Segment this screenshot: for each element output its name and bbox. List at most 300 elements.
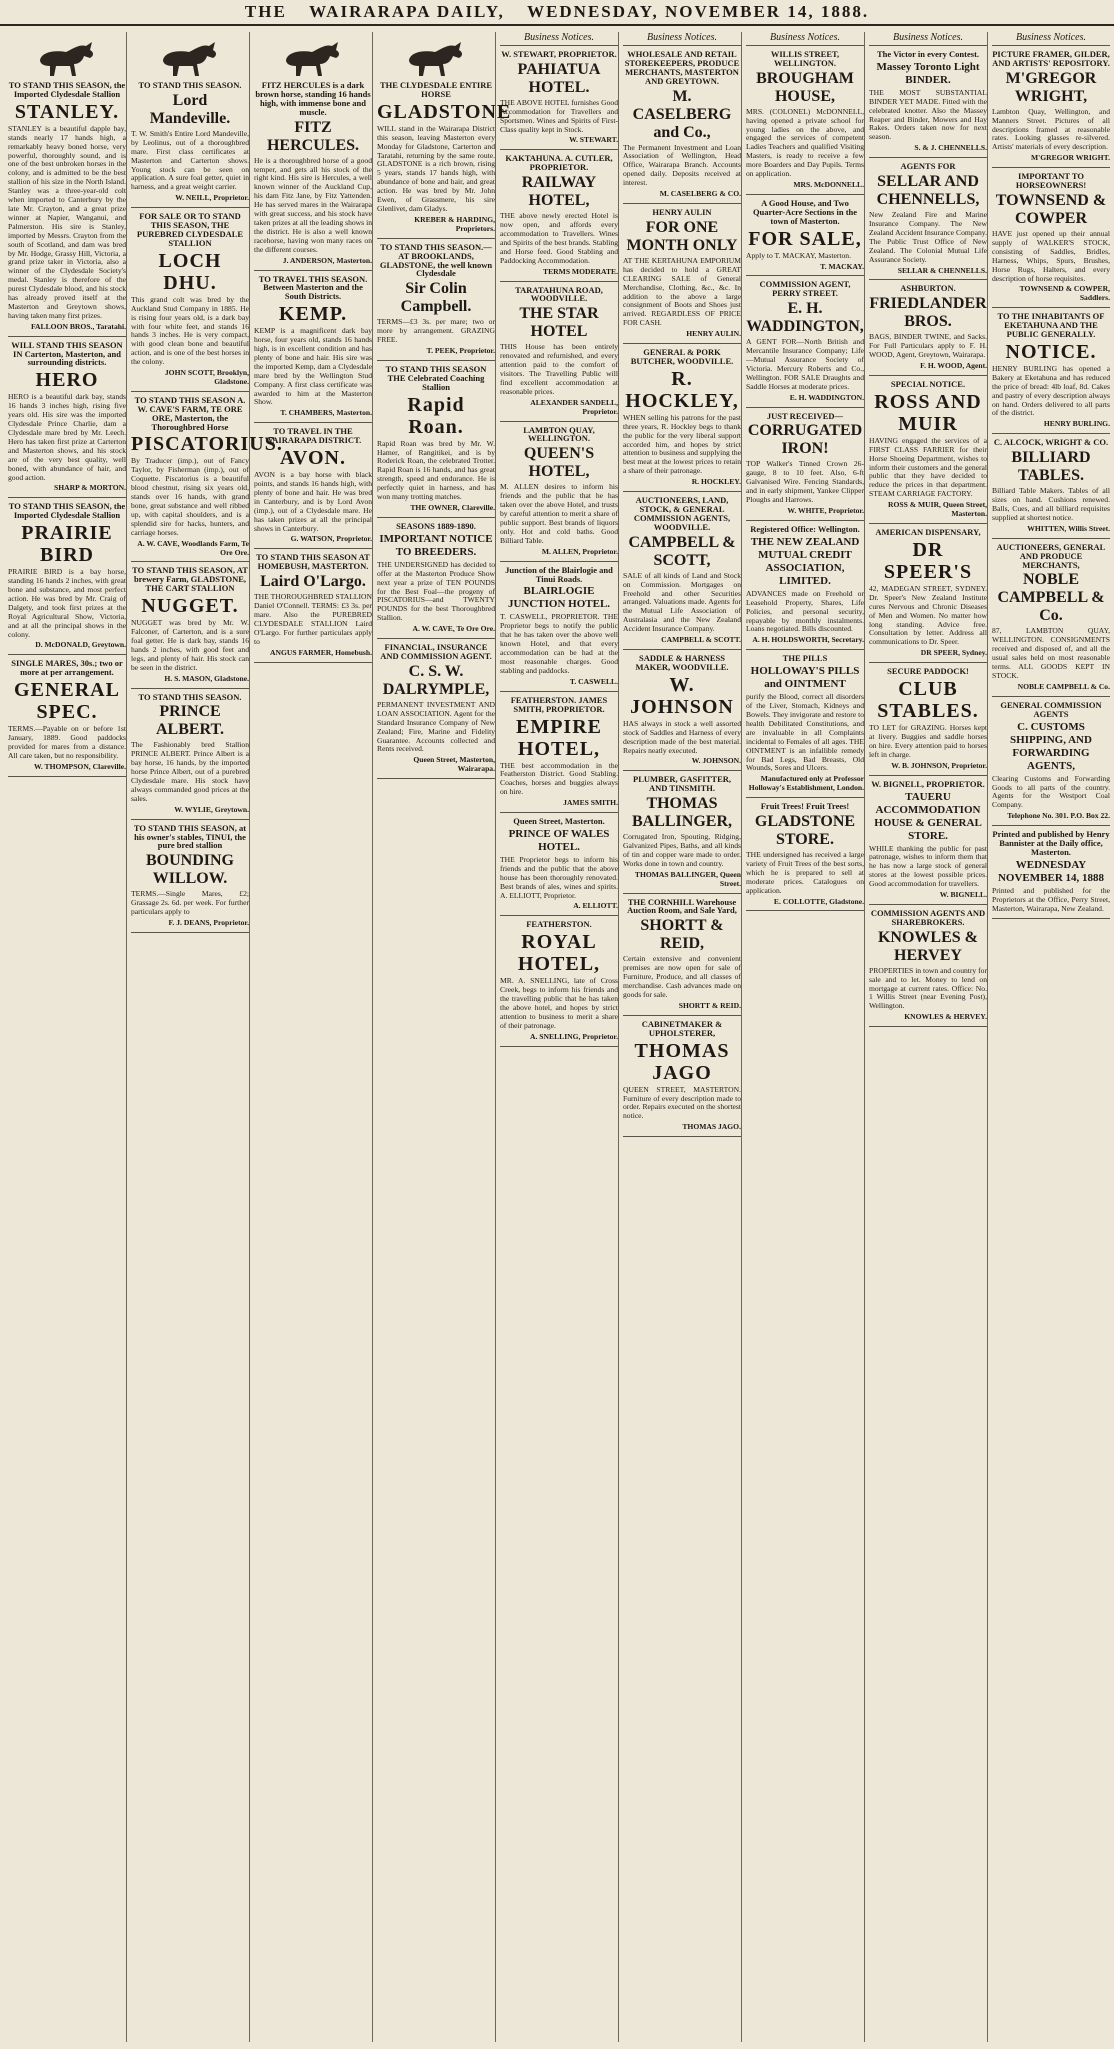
advertisement xyxy=(8,337,126,499)
ad-lead: AGENTS FOR xyxy=(900,161,956,172)
ad-signature: JAMES SMITH. xyxy=(563,798,618,808)
ad-lead: A Good House, and Two Quarter-Acre Sections in the town of Masterton. xyxy=(752,197,858,226)
ad-body: THE THOROUGHBRED STALLION Daniel O'Connell. TERMS: £3 3s. per mare. Also the PUREBRED CLYDESDALE STALLION Laird O'Largo. For further particulars apply to xyxy=(254,592,372,646)
ad-title: QUEEN'S HOTEL, xyxy=(523,445,595,481)
advertisement xyxy=(131,208,249,392)
ad-title: FOR SALE, xyxy=(748,227,862,250)
ad-body: This grand colt was bred by the Auckland Stud Company in 1885. He is rising four years old, is a dark bay with four white feet, and stands 16 hands 3 inches. He is very compact, with good clean bone and beautiful action, and is one of the best horses in the colony. xyxy=(131,294,249,367)
ad-title: ROYAL HOTEL, xyxy=(517,931,601,976)
advertisement xyxy=(746,195,864,277)
ad-title: CORRUGATED IRON! xyxy=(747,422,863,458)
advertisement xyxy=(992,434,1110,538)
advertisement xyxy=(746,408,864,521)
ad-signature: M'GREGOR WRIGHT. xyxy=(1030,153,1110,163)
ad-signature: W. WHITE, Proprietor. xyxy=(787,506,864,515)
ad-title: BILLIARD TABLES. xyxy=(1011,449,1091,485)
ad-body: Corrugated Iron, Spouting, Ridging, Galvanized Pipes, Baths, and all kinds of tin and copper ware made to order. Works done in town and country. xyxy=(623,832,741,868)
advertisement xyxy=(377,518,495,639)
ad-body: HENRY BURLING has opened a Bakery at Eketahuna and has reduced the price of bread: 4lb loaf, 8d. Cakes and pastry of every description always on hand. Orders delivered to all parts of the district. xyxy=(992,363,1110,418)
ad-title: PISCATORIUS. xyxy=(131,433,283,456)
ad-lead: CABINETMAKER & UPHOLSTERER, xyxy=(641,1018,723,1038)
advertisement xyxy=(869,376,987,524)
ad-title: PRINCE ALBERT. xyxy=(155,703,225,739)
advertisement xyxy=(869,46,987,158)
ad-lead: TO STAND THIS SEASON. xyxy=(138,691,242,702)
ad-lead: LAMBTON QUAY, WELLINGTON. xyxy=(523,424,595,444)
ad-body: T. CASWELL, PROPRIETOR. THE Proprietor begs to notify the public that he has taken over the above well known Hotel, and that every accommodation can be had at the most reasonable charges. Good stabling and paddocks. xyxy=(500,612,618,675)
ad-lead: TO STAND THIS SEASON, AT brewery Farm, GLADSTONE, THE CART STALLION xyxy=(132,565,248,594)
column-6 xyxy=(621,32,743,2042)
ad-lead: THE CORNHILL Warehouse Auction Room, and Sale Yard, xyxy=(627,896,737,916)
advertisement xyxy=(623,650,741,771)
ad-signature: Telephone No. 301. P.O. Box 22. xyxy=(1007,811,1110,821)
ad-body: THE undersigned has received a large variety of Fruit Trees of the best sorts, which he is prepared to sell at moderate prices. Catalogues on application. xyxy=(746,850,864,895)
ad-lead: W. STEWART, PROPRIETOR. xyxy=(501,48,617,59)
ad-title: PAHIATUA HOTEL. xyxy=(517,60,601,96)
ad-title: NUGGET. xyxy=(141,595,239,618)
ad-signature: T. PEEK, Proprietor. xyxy=(426,346,495,356)
horse-illustration-icon xyxy=(155,38,225,78)
ad-signature: MRS. McDONNELL. xyxy=(793,179,864,189)
ad-title: CAMPBELL & SCOTT, xyxy=(628,533,736,569)
column-rule xyxy=(864,32,865,2042)
ad-lead: Printed and published by Henry Bannister at the Daily office, Masterton. xyxy=(992,829,1110,857)
ad-lead: THE CLYDESDALE ENTIRE HORSE xyxy=(379,80,493,99)
advertisement xyxy=(500,813,618,916)
ad-signature: FALLOON BROS., Taratahi. xyxy=(30,321,126,331)
advertisement xyxy=(623,894,741,1016)
ad-signature: W. NEILL, Proprietor. xyxy=(175,193,249,203)
ad-body: 87, LAMBTON QUAY, WELLINGTON. CONSIGNMENTS received and disposed of, and all the usual sales held on most reasonable terms. ALL GOODS KEPT IN STOCK. xyxy=(992,626,1110,680)
ad-lead: FEATHERSTON. JAMES SMITH, PROPRIETOR. xyxy=(510,694,608,714)
ad-lead: FITZ HERCULES is a dark brown horse, standing 16 hands high, with immense bone and muscle. xyxy=(255,80,371,117)
advertisement xyxy=(623,344,741,492)
ad-signature: TERMS MODERATE. xyxy=(543,266,618,276)
advertisement xyxy=(746,46,864,195)
ad-title: THOMAS BALLINGER, xyxy=(631,795,733,831)
ad-body: KEMP is a magnificent dark bay horse, four years old, stands 16 hands high, is in excellent condition and has plenty of bone and hair. His sire was the imported Kemp, dam a Clydesdale mare bred by the Wellington Stud Company. A first class certificate was awarded to him at the Masterton Show. xyxy=(254,326,372,407)
ad-body: AVON is a bay horse with black points, and stands 16 hands high, with plenty of bone and hair. He was bred in Canterbury, and is by Lord Avon (imp.), out of a Clydesdale mare. He has taken prizes at all the principal shows in Canterbury. xyxy=(254,470,372,533)
ad-signature: E. COLLOTTE, Gladstone. xyxy=(773,896,864,906)
ad-signature: ANGUS FARMER, Homebush. xyxy=(270,647,372,657)
advertisement xyxy=(131,562,249,688)
ad-lead: TO STAND THIS SEASON, at his owner's stables, TINUI, the pure bred stallion xyxy=(133,822,247,851)
column-2 xyxy=(129,32,283,2042)
ad-title: PRAIRIE BIRD xyxy=(21,522,113,567)
ad-body: Apply to T. MACKAY, Masterton. xyxy=(746,250,851,260)
ad-signature: A. SNELLING, Proprietor. xyxy=(530,1031,618,1041)
ad-body: PRAIRIE BIRD is a bay horse, standing 16 hands 2 inches, with great bone and substance, and most perfect action. He was bred by Mr. Craig of Dalgety, and took first prizes at the Royal Agricultural Show, Victoria, and at all the principal shows in the colony. xyxy=(8,567,126,639)
ad-signature: SELLAR & CHENNELLS. xyxy=(897,265,987,275)
ad-body: THIS House has been entirely renovated and refurnished, and every attention paid to the comfort of visitors. The Travelling Public will find excellent accommodation at reasonable prices. xyxy=(500,342,618,396)
advertisement xyxy=(131,689,249,820)
ad-title: Massey Toronto Light BINDER. xyxy=(876,60,980,86)
advertisement xyxy=(377,32,512,239)
ad-body: THE UNDERSIGNED has decided to offer at the Masterton Produce Show next year a prize of TEN POUNDS for the Best Foal—the progeny of PISCATORIUS—and TWENTY POUNDS for the best Thoroughbred Stallion. xyxy=(377,559,495,623)
advertisement xyxy=(746,276,864,407)
advertisement xyxy=(131,32,249,208)
ad-title: HOLLOWAY'S PILLS and OINTMENT xyxy=(750,665,860,691)
ad-body: SALE of all kinds of Land and Stock on Commission. Mortgages on Freehold and other Securities arranged. Valuations made. Agents for the Mutual Life Association of Australasia and the New Zealand Accident Insurance Company. xyxy=(623,570,741,634)
ad-lead: THE PILLS xyxy=(782,653,828,664)
ad-lead: FEATHERSTON. xyxy=(526,919,592,930)
advertisement xyxy=(869,663,987,775)
column-9 xyxy=(990,32,1112,2042)
ad-lead: The Victor in every Contest. xyxy=(876,48,980,59)
masthead-title: WAIRARAPA DAILY, xyxy=(309,2,505,21)
ad-signature: CAMPBELL & SCOTT. xyxy=(661,635,741,645)
ad-lead: HENRY AULIN xyxy=(652,206,712,217)
ad-body: WHEN selling his patrons for the past three years, R. Hockley begs to thank the public for the very liberal support accorded him, and hopes by strict attention to business and supplying the best meat at the lowest prices to retain a share of their patronage. xyxy=(623,412,741,476)
ad-title: TOWNSEND & COWPER xyxy=(995,191,1107,227)
ad-signature: WHITTEN, Willis Street. xyxy=(1027,523,1110,533)
ad-title: W. JOHNSON xyxy=(630,673,734,718)
ad-title: HERO xyxy=(35,369,99,392)
ad-signature: J. ANDERSON, Masterton. xyxy=(282,255,372,265)
ad-signature: JOHN SCOTT, Brooklyn, Gladstone. xyxy=(164,368,249,386)
ad-body: THE ABOVE HOTEL furnishes Good Accommodation for Travellers and Sportsmen. Wines and Spirits of First-Class quality kept in Stock. xyxy=(500,97,618,134)
advertisement xyxy=(746,798,864,911)
advertisement xyxy=(377,239,495,361)
ad-signature: A. ELLIOTT. xyxy=(573,901,618,911)
advertisement xyxy=(746,521,864,650)
ad-signature: R. HOCKLEY. xyxy=(691,477,741,487)
ad-body: Certain extensive and convenient premises are now open for sale of Furniture, Produce, and all classes of merchandise. Cash advances made on goods for sale. xyxy=(623,954,741,999)
advertisement xyxy=(623,46,741,204)
ad-body: THE Proprietor begs to inform his friends and the public that the above house has been thoroughly renovated. Best brands of ales, wines and spirits. A. ELLIOTT, Proprietor. xyxy=(500,854,618,900)
advertisement xyxy=(869,280,987,376)
ad-lead: AUCTIONEERS, LAND, STOCK, & GENERAL COMMISSION AGENTS, WOODVILLE. xyxy=(633,495,731,532)
ad-signature: D. McDONALD, Greytown. xyxy=(35,640,126,650)
ad-lead: FINANCIAL, INSURANCE AND COMMISSION AGENT. xyxy=(380,642,492,661)
advertisement xyxy=(500,46,618,150)
advertisement xyxy=(500,916,618,1046)
ad-body: STANLEY is a beautiful dapple bay, stands nearly 17 hands high, a remarkably heavy boned horse, very powerful, thoroughly sound, and is one of the best unbroken horses in the colony, and is admitted to be the best stallion of his size in the North Island. Stanley was a three-year-old colt when imported to Canterbury by the late Mr. Crayton, and a great prize winner at Napier, Wanganui, and Palmerston. His sire is Stanley, imported by Messrs. Crayton from the south of Scotland, and dam was bred by Mr. Hodge, Grassy Hill, Victoria, a grand prize taker in Victoria, also a winner of the Clydesdale Society's medal. Stanley is therefore of the purest Clydesdale blood, and his stock has already proved itself at the Masterton and Greytown shows, having taken many first prizes. xyxy=(8,123,126,320)
ad-body: purify the Blood, correct all disorders of the Liver, Stomach, Kidneys and Bowels. They invigorate and restore to health Debilitated Constitutions, and are invaluable in all Complaints incidental to Females of all ages. THE OINTMENT is an infallible remedy for Bad Legs, Bad Breasts, Old Wounds, Sores and Ulcers. xyxy=(746,692,864,773)
ad-signature: Queen Street, Masterton, Wairarapa. xyxy=(413,755,495,774)
ad-lead: FOR SALE OR TO STAND THIS SEASON, THE PUREBRED CLYDESDALE STALLION xyxy=(136,211,244,248)
advertisement xyxy=(131,820,249,933)
ad-signature: Manufactured only at Professor Holloway's Establishment, London. xyxy=(748,774,864,793)
column-3 xyxy=(252,32,374,2042)
ad-title: NOBLE CAMPBELL & Co. xyxy=(997,571,1105,625)
ad-body: QUEEN STREET, MASTERTON. Furniture of every description made to order. Repairs executed on the shortest notice. xyxy=(623,1084,741,1121)
ad-signature: W. WYLIE, Greytown. xyxy=(174,804,249,814)
ad-body: New Zealand Fire and Marine Insurance Company. The New Zealand Accident Insurance Company. The Public Trust Office of New Zealand. The Colonial Mutual Life Assurance Society. xyxy=(869,210,987,264)
advertisement xyxy=(500,150,618,281)
advertisement xyxy=(623,492,741,650)
ad-lead: PICTURE FRAMER, GILDER, AND ARTISTS' REPOSITORY. xyxy=(992,48,1110,68)
ad-signature: A. H. HOLDSWORTH, Secretary. xyxy=(752,635,864,645)
column-rule xyxy=(741,32,742,2042)
ad-lead: SADDLE & HARNESS MAKER, WOODVILLE. xyxy=(635,652,729,672)
advertisement xyxy=(623,1016,741,1137)
advertisement xyxy=(992,308,1110,434)
advertisement xyxy=(8,32,126,337)
ad-title: THE STAR HOTEL xyxy=(519,305,599,341)
advertisement xyxy=(254,423,372,549)
ad-body: Billiard Table Makers. Tables of all sizes on hand. Cushions renewed. Balls, Cues, and all billiard requisites supplied at shortest notice. xyxy=(992,486,1110,522)
ad-title: LOCH DHU. xyxy=(158,249,222,294)
ad-body: T. W. Smith's Entire Lord Mandeville, by Leolinus, out of a thoroughbred mare. First class certificates at Masterton and Carterton shows. Young stock can be seen on application. A sure foal getter, quiet in harness, and a great weight carrier. xyxy=(131,128,249,192)
ad-title: NOTICE. xyxy=(1005,340,1097,363)
ad-lead: SECURE PADDOCK! xyxy=(887,666,969,677)
ad-lead: SINGLE MARES, 30s.; two or more at per arrangement. xyxy=(11,658,123,678)
ad-signature: THE OWNER, Clareville. xyxy=(410,503,495,512)
horse-illustration-icon xyxy=(278,38,348,78)
ad-signature: W. STEWART. xyxy=(569,135,618,145)
ad-body: ADVANCES made on Freehold or Leasehold Property, Shares, Life Policies, and personal security, repayable by monthly instalments. Loans negotiated. Bills discounted. xyxy=(746,588,864,634)
ad-title: TAUERU ACCOMMODATION HOUSE & GENERAL STORE. xyxy=(874,790,982,842)
ad-title: SHORTT & REID, xyxy=(640,917,724,953)
ad-signature: F. H. WOOD, Agent. xyxy=(920,361,987,371)
ad-lead: COMMISSION AGENTS AND SHAREBROKERS. xyxy=(870,907,986,927)
ad-body: MR. A. SNELLING, late of Cross Creek, begs to inform his friends and the travelling public that he has taken the above hotel, and hopes by strict attention to business to merit a share of their patronage. xyxy=(500,976,618,1030)
ad-body: TERMS—£3 3s. per mare; two or more by arrangement. GRAZING FREE. xyxy=(377,317,495,345)
ad-body: Printed and published for the Proprietors at the Office, Perry Street, Masterton, Wairarapa, New Zealand. xyxy=(992,885,1110,913)
advertisement xyxy=(992,46,1110,168)
ad-signature: A. W. CAVE, Te Ore Ore. xyxy=(412,624,495,634)
column-heading: Business Notices. xyxy=(746,32,864,46)
ad-lead: SEASONS 1889-1890. xyxy=(396,520,476,531)
column-rule xyxy=(495,32,496,2042)
column-1 xyxy=(6,32,128,2042)
ad-title: GLADSTONE xyxy=(377,100,512,123)
ad-body: Rapid Roan was bred by Mr. W. Hamer, of Rangitikei, and is by Roderick Roan, the celebrated Trotter. Rapid Roan is 16 hands, and has great strength, speed and endurance. He is perfectly quiet in harness, and has won many trotting matches. xyxy=(377,438,495,502)
ad-lead: TARATAHUNA ROAD, WOODVILLE. xyxy=(515,284,603,304)
ad-title: Rapid Roan. xyxy=(407,393,465,438)
advertisement xyxy=(992,168,1110,308)
ad-signature: W. JOHNSON. xyxy=(691,756,741,766)
ad-signature: ROSS & MUIR, Queen Street, Masterton. xyxy=(888,500,987,519)
ad-signature: T. CHAMBERS, Masterton. xyxy=(280,408,372,418)
column-7 xyxy=(744,32,866,2042)
ad-lead: TO STAND THIS SEASON AT HOMEBUSH, MASTERTON. xyxy=(256,552,370,572)
column-4 xyxy=(375,32,512,2042)
ad-lead: TO STAND THIS SEASON. xyxy=(138,80,242,90)
ad-lead: C. ALCOCK, WRIGHT & CO. xyxy=(993,437,1109,448)
ad-signature: ALEXANDER SANDELL, Proprietor. xyxy=(530,397,618,416)
ad-title: CLUB STABLES. xyxy=(877,678,979,723)
ad-title: FOR ONE MONTH ONLY xyxy=(626,218,738,254)
ad-title: FRIEDLANDER BROS. xyxy=(869,295,987,331)
ad-signature: SHORTT & REID. xyxy=(678,1000,741,1010)
column-heading: Business Notices. xyxy=(869,32,987,46)
column-rule xyxy=(126,32,127,2042)
ad-lead: TO STAND THIS SEASON THE Celebrated Coaching Stallion xyxy=(385,363,487,392)
advertisement xyxy=(746,650,864,798)
ad-title: KNOWLES & HERVEY xyxy=(877,928,978,964)
ad-title: C. S. W. DALRYMPLE, xyxy=(382,662,490,698)
advertisement xyxy=(869,776,987,905)
ad-signature: W. B. JOHNSON, Proprietor. xyxy=(891,760,987,770)
ad-signature: KREBER & HARDING, Proprietors. xyxy=(414,214,495,233)
ad-lead: GENERAL & PORK BUTCHER, WOODVILLE. xyxy=(630,347,734,366)
advertisement xyxy=(131,392,283,563)
ad-lead: TO THE INHABITANTS OF EKETAHUNA AND THE PUBLIC GENERALLY. xyxy=(997,311,1105,340)
ad-signature: DR SPEER, Sydney. xyxy=(920,648,987,658)
ad-signature: A. W. CAVE, Woodlands Farm, Te Ore Ore. xyxy=(137,538,249,557)
ad-title: THOMAS JAGO xyxy=(634,1039,730,1084)
ad-lead: Queen Street, Masterton. xyxy=(513,816,605,827)
ad-lead: TO STAND THIS SEASON, the Imported Clydesdale Stallion xyxy=(8,80,126,99)
advertisement xyxy=(377,361,495,518)
ad-signature: KNOWLES & HERVEY. xyxy=(904,1012,987,1022)
ad-body: THE MOST SUBSTANTIAL BINDER YET MADE. Fitted with the celebrated knotter. Also the Massey Reaper and Binder, Mowers and Hay Rakes. Orders taken now for next season. xyxy=(869,87,987,142)
ad-lead: KAKTAHUNA. A. CUTLER, PROPRIETOR. xyxy=(505,153,613,173)
ad-title: PRINCE OF WALES HOTEL. xyxy=(508,827,610,853)
ad-body: Clearing Customs and Forwarding Goods to all parts of the country. Agents for the Westport Coal Company. xyxy=(992,773,1110,810)
ad-title: Lord Mandeville. xyxy=(149,91,231,127)
ad-signature: SHARP & MORTON. xyxy=(54,483,126,493)
advertisement xyxy=(500,562,618,692)
column-rule xyxy=(618,32,619,2042)
ad-body: 42, MADEGAN STREET, SYDNEY. Dr. Speer's New Zealand Institute cures Nervous and Chronic Diseases of Men and Women. No matter how long standing. Advice free. Consultation by letter. Address all communications to Dr. Speer. xyxy=(869,583,987,647)
advertisement xyxy=(869,524,987,663)
ad-body: WILL stand in the Wairarapa District this season, leaving Masterton every Monday for Gladstone, Carterton and Taratahi, returning by the same route. GLADSTONE is a rich brown, rising 5 years, stands 17 hands high, with abundance of bone and hair, and great action. He was bred by Mr. John Ewen, of Grassmere, his sire Glenlivet, dam Gladys. xyxy=(377,123,495,213)
ad-signature: G. WATSON, Proprietor. xyxy=(290,534,372,544)
ad-title: C. CUSTOMS SHIPPING, AND FORWARDING AGENTS, xyxy=(1010,720,1092,772)
ad-body: THE best accommodation in the Featherston District. Good Stabling. Coaches, horses and buggies always on hire. xyxy=(500,760,618,797)
ad-title: GLADSTONE STORE. xyxy=(754,813,856,849)
ad-title: Sir Colin Campbell. xyxy=(400,280,472,316)
ad-title: THE NEW ZEALAND MUTUAL CREDIT ASSOCIATION, LIMITED. xyxy=(750,535,860,587)
ad-body: AT THE KERTAHUNA EMPORIUM has decided to hold a GREAT CLEARING SALE of General Merchandise, Clothing, &c., &c. In addition to the above a large consignment of Boots and Shoes just arrived. REGARDLESS OF PRICE FOR CASH. xyxy=(623,255,741,328)
ad-lead: IMPORTANT TO HORSEOWNERS! xyxy=(1015,171,1087,191)
ad-signature: NOBLE CAMPBELL & Co. xyxy=(1017,681,1110,691)
ad-lead: JUST RECEIVED— xyxy=(766,410,844,421)
ad-title: BROUGHAM HOUSE, xyxy=(756,69,854,105)
advertisement xyxy=(500,282,618,422)
ad-lead: ASHBURTON. xyxy=(900,283,956,294)
ad-signature: T. MACKAY. xyxy=(820,261,864,271)
ad-lead: TO STAND THIS SEASON.—AT BROOKLANDS, GLADSTONE, the well known Clydesdale xyxy=(379,241,493,279)
ad-body: PERMANENT INVESTMENT AND LOAN ASSOCIATION. Agent for the Standard Insurance Company of New Zealand; Fire, Marine and Fidelity Guarantee. Accounts collected and Rents received. xyxy=(377,699,495,754)
ad-title: IMPORTANT NOTICE TO BREEDERS. xyxy=(379,532,493,558)
ad-title: FITZ HERCULES. xyxy=(266,118,360,154)
ad-title: EMPIRE HOTEL, xyxy=(516,715,602,760)
ad-title: BOUNDING WILLOW. xyxy=(145,852,234,888)
ad-title: M. CASELBERG and Co., xyxy=(632,87,732,141)
ad-signature: E. H. WADDINGTON. xyxy=(789,392,864,402)
ad-title: RAILWAY HOTEL, xyxy=(521,174,597,210)
advertisement xyxy=(869,158,987,280)
ad-signature: HENRY BURLING. xyxy=(1043,419,1110,429)
ad-body: TERMS.—Single Mares, £2; Grassage 2s. 6d. per week. For further particulars apply to xyxy=(131,889,249,917)
ad-signature: W. BIGNELL. xyxy=(939,890,987,900)
ad-lead: COMMISSION AGENT, PERRY STREET. xyxy=(759,279,851,299)
ad-lead: AUCTIONEERS, GENERAL AND PRODUCE MERCHANTS, xyxy=(996,541,1106,570)
ad-signature: W. THOMPSON, Clareville. xyxy=(33,761,126,771)
ad-lead: TO TRAVEL THIS SEASON. Between Masterton and the South Districts. xyxy=(258,273,368,302)
advertisement xyxy=(254,549,372,662)
ad-body: TOP Walker's Tinned Crown 26-gauge, 8 to 10 feet. Also, 6-ft Galvanised Wire. Fencing Standards, and in early shipment, Yankee Clipper Ploughs and Harrows. xyxy=(746,459,864,505)
ad-title: Laird O'Largo. xyxy=(260,573,366,591)
ad-body: PROPERTIES in town and country for sale and to let. Money to lend on mortgage at current rates. Office: No. 1 Willis Street (near Evening Post), Wellington. xyxy=(869,965,987,1011)
ad-body: A GENT FOR—North British and Mercantile Insurance Company; Life—Mutual Assurance Society of Victoria. Mercury Roberts and Co., Wellington. FOR SALE Draughts and Saddle Horses at moderate prices. xyxy=(746,337,864,391)
ad-title: KEMP. xyxy=(278,303,348,326)
advertisement xyxy=(992,539,1110,697)
ad-body: WHILE thanking the public for past patronage, wishes to inform them that he has now a large stock of general stores at the lowest possible prices. Good accommodation for travellers. xyxy=(869,843,987,889)
ad-lead: TO STAND THIS SEASON A. W. CAVE'S FARM, TE ORE ORE, Masterton, the Thoroughbred Horse xyxy=(134,394,246,432)
masthead-left: THE xyxy=(244,2,287,21)
ad-signature: TOWNSEND & COWPER, Saddlers. xyxy=(1019,284,1110,303)
ad-title: GENERAL SPEC. xyxy=(14,679,120,724)
advertisement xyxy=(992,826,1110,918)
ad-signature: M. ALLEN, Proprietor. xyxy=(541,546,618,556)
masthead xyxy=(0,0,1114,26)
column-rule xyxy=(372,32,373,2042)
ad-signature: F. J. DEANS, Proprietor. xyxy=(168,918,249,928)
ad-signature: T. CASWELL. xyxy=(569,676,618,686)
ad-lead: Junction of the Blairlogie and Tinui Roads. xyxy=(505,564,613,584)
ad-body: HERO is a beautiful dark bay, stands 16 hands 3 inches high, rising five years old. His sire was the imported Clydesdale Prince Charlie, dam a Clydesdale mare bred by Mr. Leech. Hero has taken first prize at Carterton and Masterton shows, and his stock are of the very best quality, well boned, with abundance of hair, and good action. xyxy=(8,392,126,482)
advertisement xyxy=(377,639,495,779)
ad-signature: S. & J. CHENNELLS. xyxy=(914,143,987,153)
ad-lead: Registered Office: Wellington. xyxy=(750,523,860,534)
ad-lead: WILLIS STREET, WELLINGTON. xyxy=(770,48,840,68)
ad-lead: Fruit Trees! Fruit Trees! xyxy=(760,801,850,812)
ad-lead: GENERAL COMMISSION AGENTS xyxy=(1000,699,1102,719)
advertisement xyxy=(623,771,741,893)
ad-signature: THOMAS BALLINGER, Queen Street. xyxy=(634,869,741,888)
ad-body: HAS always in stock a well assorted stock of Saddles and Harness of every description made of the best material. Repairs neatly executed. xyxy=(623,718,741,755)
ad-body: He is a thoroughbred horse of a good temper, and gets all his stock of the right kind. His sire is Hercules, a well known winner of the Auckland Cup, his dam Fitz Jane, by Fitz Yattenden. He has served mares in the Wairarapa with great success, and his stock have taken prizes at all the leading shows in the district. He is also a well known racehorse, having won many races on the different courses. xyxy=(254,155,372,254)
ad-lead: PLUMBER, GASFITTER, AND TINSMITH. xyxy=(633,774,731,794)
ad-title: STANLEY. xyxy=(14,100,120,123)
advertisement xyxy=(500,692,618,813)
ad-lead: W. BIGNELL, PROPRIETOR. xyxy=(871,778,985,789)
ad-signature: HENRY AULIN. xyxy=(686,329,741,339)
ad-body: The Permanent Investment and Loan Association of Wellington, Head Office, Wairarapa Branch. Accounts opened daily. Deposits received at interest. xyxy=(623,142,741,188)
column-heading: Business Notices. xyxy=(500,32,618,46)
advertisement xyxy=(500,422,618,562)
column-heading: Business Notices. xyxy=(623,32,741,46)
ad-title: WEDNESDAY NOVEMBER 14, 1888 xyxy=(997,858,1105,884)
column-8 xyxy=(867,32,989,2042)
horse-illustration-icon xyxy=(401,38,471,78)
column-rule xyxy=(987,32,988,2042)
advertisement xyxy=(869,905,987,1027)
ad-body: The Fashionably bred Stallion PRINCE ALBERT. Prince Albert is a bay horse, 16 hands, by the imported horse Prince Albert, out of a purebred Clydesdale mare. His stock have always commanded good prices at the sales. xyxy=(131,740,249,803)
ad-signature: THOMAS JAGO. xyxy=(682,1122,741,1132)
ad-title: ROSS AND MUIR xyxy=(874,390,982,435)
ad-body: HAVE just opened up their annual supply of WALKER'S STOCK, consisting of Saddles, Bridles, Harness, Whips, Spurs, Brushes, Horse Rugs, Halters, and every description of horse requisites. xyxy=(992,228,1110,283)
ad-body: HAVING engaged the services of a FIRST CLASS FARRIER for their Horse Shoeing Department, wishes to inform their customers and the general public that they have decided to reduce the prices in that department. STEAM CARRIAGE FACTORY. xyxy=(869,435,987,499)
advertisement xyxy=(254,271,372,424)
masthead-date: WEDNESDAY, NOVEMBER 14, 1888. xyxy=(527,2,870,21)
ad-signature: M. CASELBERG & CO. xyxy=(659,189,741,199)
ad-title: SELLAR AND CHENNELLS, xyxy=(876,173,980,209)
ad-title: M'GREGOR WRIGHT, xyxy=(1005,69,1097,105)
advertisement xyxy=(8,498,126,655)
ad-title: E. H. WADDINGTON, xyxy=(746,300,864,336)
ad-body: M. ALLEN desires to inform his friends and the public that he has taken over the above Hotel, and trusts by careful attention to merit a share of public support. Best brands of liquors only. Hot and cold baths. Good Billiard Table. xyxy=(500,482,618,545)
advertisement xyxy=(992,697,1110,826)
ad-body: BAGS, BINDER TWINE, and Sacks. For Full Particulars apply to F. H. WOOD, Agent, Greytown, Wairarapa. xyxy=(869,332,987,360)
ad-body: TERMS.—Payable on or before 1st January, 1889. Good paddocks provided for mares from a distance. All care taken, but no responsibility. xyxy=(8,724,126,760)
ad-lead: WHOLESALE AND RETAIL STOREKEEPERS, PRODUCE MERCHANTS, MASTERTON AND GREYTOWN. xyxy=(624,48,740,86)
ad-body: THE above newly erected Hotel is now open, and affords every accommodation to Travellers. Wines and Spirits of the best brands. Stabling and Horse feed. Good Stabling and Paddocking Accommodation. xyxy=(500,211,618,265)
ad-lead: TO TRAVEL IN THE WAIRARAPA DISTRICT. xyxy=(264,426,362,446)
column-heading: Business Notices. xyxy=(992,32,1110,46)
column-rule xyxy=(249,32,250,2042)
ad-body: TO LET for GRAZING. Horses kept at livery. Buggies and saddle horses on hire. Every attention paid to horses left in charge. xyxy=(869,723,987,759)
column-5 xyxy=(498,32,620,2042)
advertisement xyxy=(254,32,372,271)
ad-body: By Traducer (imp.), out of Fancy Taylor, by Fisherman (imp.), out of Coquette. Piscatorius is a beautiful blood chestnut, rising six years old, stands over 16 hands, with grand bone, great substance and well ribbed up, with capital shoulders, and is a splendid sire for hacks, hunters, and carriage horses. xyxy=(131,456,249,537)
advertisement xyxy=(623,204,741,344)
